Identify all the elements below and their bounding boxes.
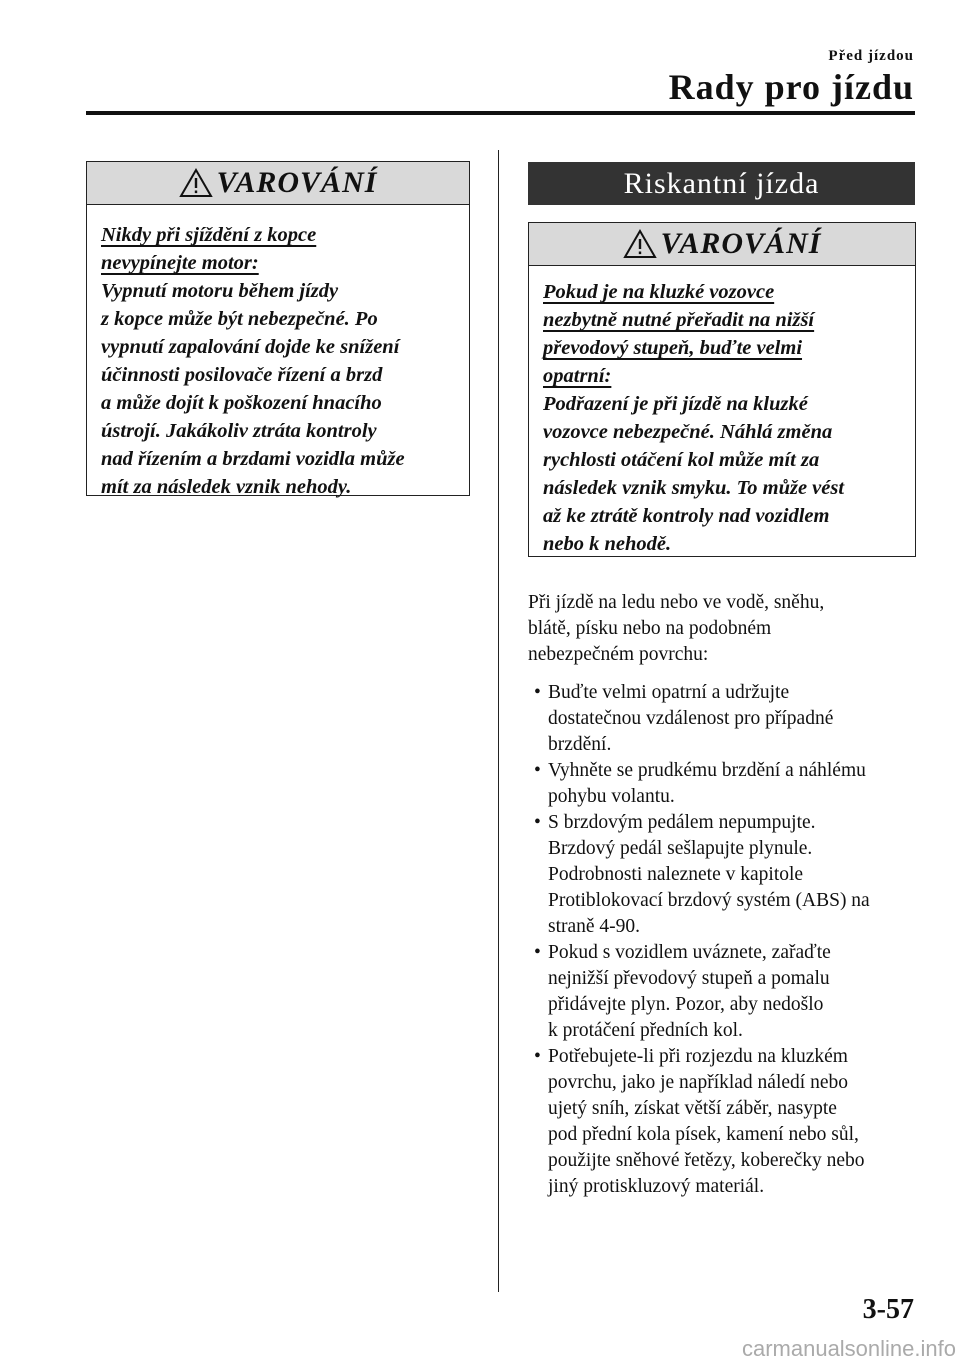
list-item-line: Potřebujete-li při rozjezdu na kluzkém: [548, 1046, 848, 1067]
list-item: [532, 680, 918, 758]
list-item-line: Brzdový pedál sešlapujte plynule.: [548, 838, 813, 859]
list-item-line: přidávejte plyn. Pozor, aby nedošlo: [548, 994, 824, 1015]
list-item: [532, 758, 918, 810]
warning-text: [529, 266, 915, 570]
list-item-line: k protáčení předních kol.: [548, 1020, 743, 1041]
intro-line: blátě, písku nebo na podobném: [528, 618, 772, 639]
warning-triangle-icon: [623, 229, 657, 259]
warning-label: VAROVÁNÍ: [216, 166, 378, 199]
list-item-line: Podrobnosti naleznete v kapitole: [548, 864, 804, 885]
list-item-line: ujetý sníh, získat větší záběr, nasypte: [548, 1098, 837, 1119]
warning-body-line: rychlosti otáčení kol může mít za: [543, 449, 820, 471]
page-title: Rady pro jízdu: [668, 67, 914, 107]
header-subtitle: Před jízdou: [828, 48, 914, 64]
warning-body-line: účinnosti posilovače řízení a brzd: [101, 364, 383, 386]
warning-heading-line: nezbytně nutné přeřadit na nižší: [543, 309, 815, 331]
bullet-marker: •: [534, 1046, 541, 1067]
warning-body-line: vozovce nebezpečné. Náhlá změna: [543, 421, 833, 443]
header-rule: [86, 111, 915, 115]
intro-paragraph: [528, 590, 918, 668]
list-item: [532, 1044, 918, 1200]
warning-heading-line: Pokud je na kluzké vozovce: [543, 281, 775, 303]
list-item-line: jiný protiskluzový materiál.: [548, 1176, 765, 1197]
warning-triangle-icon: [179, 168, 213, 198]
list-item-line: S brzdovým pedálem nepumpujte.: [548, 812, 816, 833]
intro-line: nebezpečném povrchu:: [528, 644, 709, 665]
bullet-list: [532, 680, 918, 1200]
list-item-line: dostatečnou vzdálenost pro případné: [548, 708, 834, 729]
warning-heading-line: převodový stupeň, buďte velmi: [543, 337, 803, 359]
warning-body-line: ústrojí. Jakákoliv ztráta kontroly: [101, 420, 377, 442]
list-item-line: povrchu, jako je například náledí nebo: [548, 1072, 848, 1093]
warning-body-line: nad řízením a brzdami vozidla může: [101, 448, 405, 470]
warning-body-line: Vypnutí motoru během jízdy: [101, 280, 339, 302]
list-item-line: Buďte velmi opatrní a udržujte: [548, 682, 790, 703]
warning-heading-line: opatrní:: [543, 365, 612, 387]
list-item: [532, 940, 918, 1044]
list-item-line: použijte sněhové řetězy, koberečky nebo: [548, 1150, 865, 1171]
list-item-line: straně 4-90.: [548, 916, 641, 937]
watermark: carmanualsonline.info: [741, 1336, 956, 1361]
warning-label: VAROVÁNÍ: [660, 227, 822, 260]
list-item-line: Pokud s vozidlem uváznete, zařaďte: [548, 942, 831, 963]
warning-body-line: až ke ztrátě kontroly nad vozidlem: [543, 505, 830, 527]
warning-text: [87, 205, 469, 513]
list-item-line: pod přední kola písek, kamení nebo sůl,: [548, 1124, 859, 1145]
warning-body-line: vypnutí zapalování dojde ke snížení: [101, 336, 400, 358]
list-item-line: pohybu volantu.: [548, 786, 675, 807]
list-item: [532, 810, 918, 940]
column-divider: [498, 150, 499, 1292]
list-item-line: Protiblokovací brzdový systém (ABS) na: [548, 890, 870, 911]
bullet-marker: •: [534, 682, 541, 703]
bullet-marker: •: [534, 760, 541, 781]
bullet-marker: •: [534, 942, 541, 963]
list-item-line: Vyhněte se prudkému brzdění a náhlému: [548, 760, 866, 781]
list-item-line: brzdění.: [548, 734, 612, 755]
warning-body-line: nebo k nehodě.: [543, 533, 672, 555]
warning-body-line: Podřazení je při jízdě na kluzké: [543, 393, 808, 415]
warning-box-right: [528, 222, 916, 557]
warning-body-line: a může dojít k poškození hnacího: [101, 392, 382, 414]
warning-header: [529, 223, 915, 266]
warning-body-line: z kopce může být nebezpečné. Po: [101, 308, 378, 330]
page-number: 3-57: [862, 1294, 914, 1325]
warning-body-line: mít za následek vznik nehody.: [101, 476, 352, 498]
warning-body-line: následek vznik smyku. To může vést: [543, 477, 845, 499]
intro-line: Při jízdě na ledu nebo ve vodě, sněhu,: [528, 592, 825, 613]
warning-header: [87, 162, 469, 205]
warning-box-left: [86, 161, 470, 496]
bullet-marker: •: [534, 812, 541, 833]
warning-heading-line: nevypínejte motor:: [101, 252, 259, 274]
list-item-line: nejnižší převodový stupeň a pomalu: [548, 968, 830, 989]
section-title: Riskantní jízda: [528, 162, 915, 205]
warning-heading-line: Nikdy při sjíždění z kopce: [101, 224, 317, 246]
